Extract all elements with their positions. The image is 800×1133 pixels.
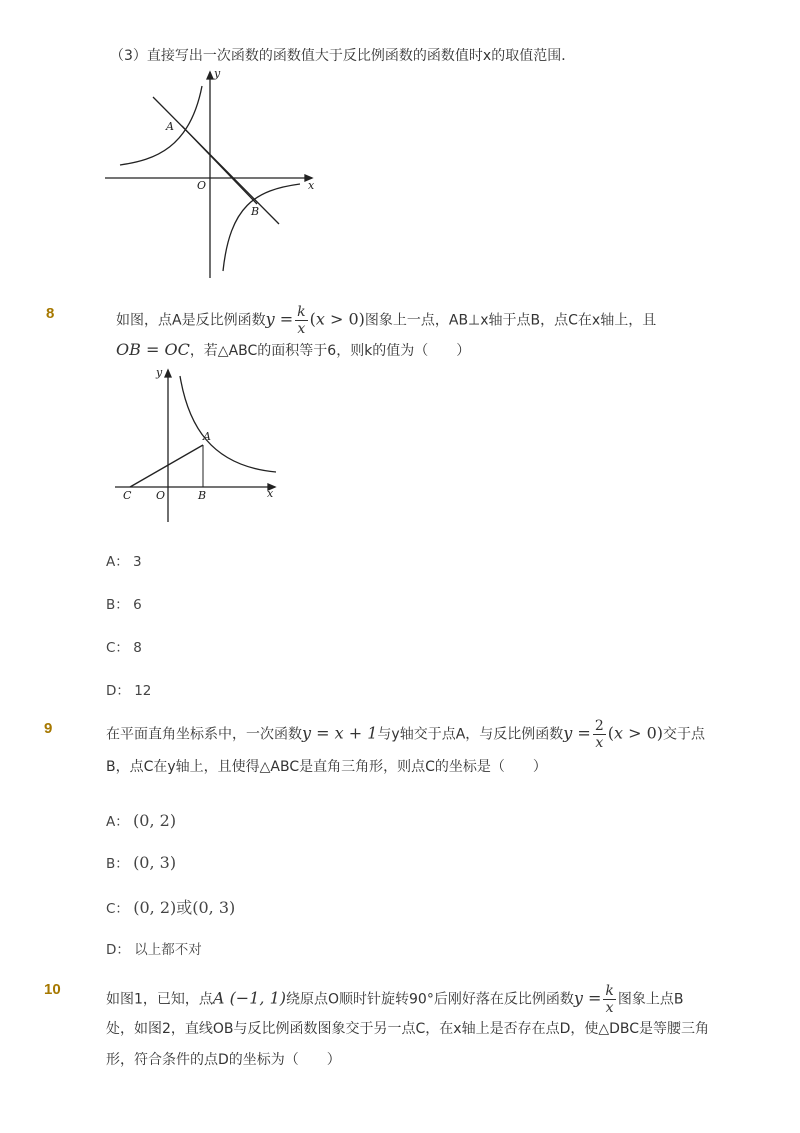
q7-hyperbola-branch-4 (223, 184, 300, 271)
q7-segment-ab (182, 126, 257, 204)
q9-option-d[interactable]: D： 以上都不对 (106, 942, 202, 958)
q7-y-arrow (207, 72, 213, 79)
q9-number: 9 (44, 720, 53, 737)
q8-segment-ca (130, 445, 203, 487)
q8-option-b[interactable]: B： 6 (106, 597, 142, 613)
q9-option-a[interactable]: A： (0, 2) (106, 811, 177, 830)
q8-stem-line2 (116, 340, 470, 361)
q8-option-c[interactable]: C： 8 (106, 640, 142, 656)
q8-label-y: y (156, 366, 163, 379)
q7-figure (100, 66, 330, 281)
q8-y-arrow (165, 370, 171, 377)
q8-option-d[interactable]: D： 12 (106, 683, 152, 699)
q8-text-1: 如图，点A是反比例函数 (116, 312, 266, 329)
q10-stem-line1 (106, 983, 683, 1016)
q10-formula-2: y = (573, 988, 602, 1008)
q8-label-a: A (203, 430, 211, 443)
q8-number: 8 (46, 305, 55, 322)
q7-label-x: x (308, 179, 315, 192)
q10-stem-line3: 形，符合条件的点D的坐标为（ ） (106, 1052, 341, 1068)
q10-text-1: 如图1，已知，点 (106, 991, 213, 1008)
q7-label-o: O (197, 179, 207, 192)
q10-text-2: 绕原点O顺时针旋转90°后刚好落在反比例函数 (285, 991, 574, 1008)
q8-label-c: C (123, 489, 132, 502)
q7-label-b: B (251, 205, 260, 218)
q7-label-a: A (166, 120, 174, 133)
q9-option-c[interactable]: C： (0, 2)或(0, 3) (106, 898, 236, 917)
q7-part3-text: （3）直接写出一次函数的函数值大于反比例函数的函数值时x的取值范围． (110, 48, 576, 64)
q7-label-y: y (214, 67, 221, 80)
q10-formula-1: A (−1, 1) (212, 988, 286, 1008)
q8-fraction: $\frac{k}{x}$ (297, 304, 306, 337)
q8-formula: y = (265, 309, 294, 329)
q10-stem-line2: 处，如图2，直线OB与反比例函数图象交于另一点C，在x轴上是否存在点D，使△DBC是等腰三角 (106, 1021, 710, 1037)
q9-text-3: 交于点 (663, 726, 706, 743)
q8-text-2: 图象上一点，AB⊥x轴于点B，点C在x轴上，且 (364, 312, 657, 329)
q8-label-b: B (198, 489, 207, 502)
q8-formula-2: OB = OC (116, 340, 190, 359)
q8-option-a[interactable]: A： 3 (106, 554, 142, 570)
q8-stem-line1: 如图，点A是反比例函数y = $\frac{k}{x}$ (x > 0)图象上一点，AB⊥x轴于点B，点C在x轴上，且 (116, 304, 657, 337)
q9-text-1: 在平面直角坐标系中，一次函数 (106, 726, 302, 743)
q9-formula-2: y = (563, 723, 591, 743)
q10-fraction: $\frac{k}{x}$ (605, 983, 614, 1016)
q8-figure (110, 362, 285, 527)
q8-text-3: ，若△ABC的面积等于6，则k的值为（ ） (189, 343, 471, 359)
q9-option-b[interactable]: B： (0, 3) (106, 853, 177, 872)
q8-label-o: O (156, 489, 166, 502)
q8-label-x: x (267, 487, 274, 500)
q9-formula-1: y = x + 1 (302, 723, 378, 743)
q9-stem-line1: 在平面直角坐标系中，一次函数y = x + 1与y轴交于点A，与反比例函数y = $\frac{2}{x}$ (x > 0)交于点 (106, 718, 706, 751)
q8-hyperbola (180, 376, 276, 472)
q10-number: 10 (44, 981, 61, 998)
q9-text-2: 与y轴交于点A，与反比例函数 (377, 726, 564, 743)
q9-stem-line2: B，点C在y轴上，且使得△ABC是直角三角形，则点C的坐标是（ ） (106, 759, 547, 775)
q10-text-3: 图象上点B (617, 991, 684, 1008)
q7-hyperbola-branch-2 (120, 86, 202, 165)
q9-fraction: $\frac{2}{x}$ (594, 718, 604, 751)
